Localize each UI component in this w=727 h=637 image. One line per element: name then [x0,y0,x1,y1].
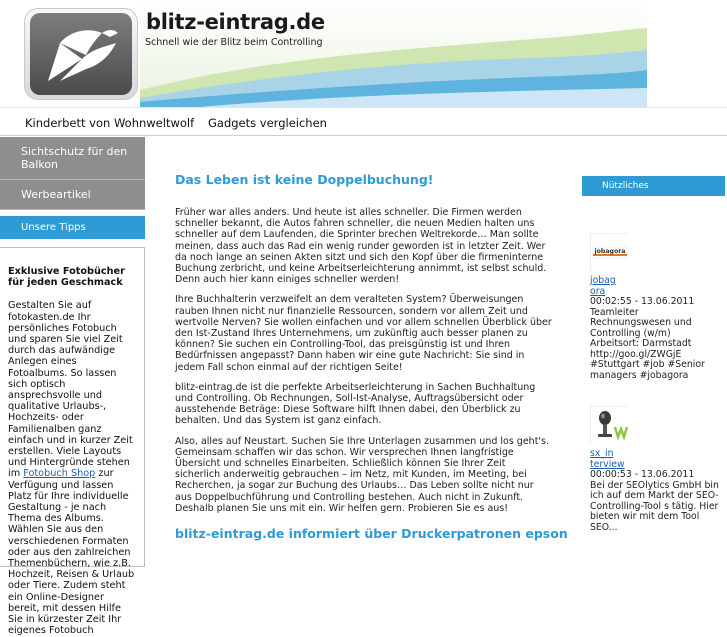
left-menu-item-sichtschutz[interactable]: Sichtschutz für den Balkon [0,137,145,180]
feed-user-link[interactable]: jobag [590,275,616,286]
feed-item [590,406,720,533]
feed-item [590,233,720,381]
site-header [0,0,727,107]
feed-user-link[interactable]: sx_in [590,448,614,459]
nuetzliches-header: Nützliches [582,176,725,196]
feed-text: Bei der SEOlytics GmbH bin ich auf dem Markt der SEO-Controlling-Tool s tätig. Hier bieten wir mit dem Tool SEO... [590,479,719,533]
article-paragraph: Früher war alles anders. Und heute ist alles schneller. Die Firmen werden schneller bekannt, die Autos fahren schneller, die neuen Medien halten uns schneller auf dem Laufenden, die Sprinter brechen Weltrekorde… Man sollte meinen, dass auch das Rad ein wenig runder geworden ist in letzter Zeit. Wer da noch lange an seinen Akten sitzt und sich den Kopf über die firmeninterne Buchung zerbricht, und keine Arbeitserleichterung annimmt, ist selbst schuld. Denn auch hier kann einiges schneller werden! [175,207,547,286]
article-paragraph: Ihre Buchhalterin verzweifelt an dem veralteten System? Überweisungen rauben Ihnen nicht nur finanzielle Ressourcen, sondern vor allem Zeit und wertvolle Nerven? Sie wollen einfachen und vor allem schnellen Überblick über den Ist-Zustand Ihres Unternehmens, um zukünftig auch besser planen zu können? Sie suchen ein Controlling-Tool, das preisgünstig ist und Ihren Bedürfnissen angepasst? Dann haben wir eine gute Nachricht: Sie sind in jedem Fall schon einmal auf der richtigen Seite! [175,294,552,373]
jobagora-avatar[interactable] [590,233,628,271]
dove-book-icon [30,13,132,95]
left-sidebar [0,137,145,637]
right-sidebar [582,176,727,545]
feed-text: Teamleiter Rechnungswesen und Controlling (w/m) Arbeitsort: Darmstadt http://goo.gl/ZWGjE #Stuttgart #job #Senior managers #jobagora [590,306,705,381]
microphone-icon [591,407,629,445]
topnav-link-kinderbett[interactable]: Kinderbett von Wohnweltwolf [25,116,195,130]
feed-timestamp: 00:02:55 - 13.06.2011 [590,296,695,307]
feed-user-link[interactable]: terview [590,458,625,470]
feed-user-link[interactable]: ora [590,285,606,297]
sx-interview-avatar[interactable] [590,406,628,444]
feed-timestamp: 00:00:53 - 13.06.2011 [590,469,695,480]
tips-title: Exklusive Fotobücher für jeden Geschmack [8,266,125,289]
tips-header: Unsere Tipps [0,216,145,239]
article-paragraph: Also, alles auf Neustart. Suchen Sie Ihre Unterlagen zusammen und los geht's. Gemeinsam schaffen wir das schon. Wir versprechen Ihnen langfristige Übersicht und schnelles Einarbeiten. Schließlich können Sie Ihrer Zeit sicherlich anderweitig gebrauchen – im Netz, mit Kunden, im Meeting, bei Recherchen, ja sogar zur Buchung des Urlaubs… Das Leben sollte nicht nur aus Doppelbuchführung und Controlling bestehen. Auch nicht in Zukunft. Deshalb planen Sie uns mit ein. Wir helfen gern. Probieren Sie es aus! [175,435,550,514]
top-navigation [0,107,727,136]
jobagora-logo-icon [591,234,629,272]
tips-box [0,247,145,637]
site-logo[interactable] [24,8,138,100]
tips-text-after: zur Verfügung und lassen Platz für Ihre individuelle Gestaltung - je nach Thema des Albums. Wählen Sie aus den verschiedenen Formaten oder aus den zahlreichen Themenbüchern, wie z.B. Hochzeit, Reisen & Urlaub oder Tiere. Zudem steht ein Online-Designer bereit, mit dessen Hilfe Sie in kürzester Zeit Ihr eigenes Fotobuch [8,468,135,637]
tips-text-before: Gestalten Sie auf fotokasten.de Ihr persönliches Fotobuch und sparen Sie viel Zeit durch das aufwändige Anlegen eines Fotoalbums. So lassen sich optisch ansprechsvolle und qualitative Urlaubs-, Hochzeits- oder Familienalben ganz einfach und in kurzer Zeit erstellen. Viele Layouts und Hintergründe stehen im [8,300,133,480]
article-paragraph: blitz-eintrag.de ist die perfekte Arbeitserleichterung in Sachen Buchhaltung und Controlling. Ob Rechnungen, Soll-Ist-Analyse, Auftragsübersicht oder ausstehende Beträge: Diese Software hilft Ihnen dabei, den Überblick zu behalten. Und das System ist ganz einfach. [175,381,536,427]
site-tagline: Schnell wie der Blitz beim Controlling [145,37,323,48]
jobagora-logo-text: jobagora [594,248,626,255]
article-title[interactable]: Das Leben ist keine Doppelbuchung! [175,172,434,187]
next-article-title[interactable]: blitz-eintrag.de informiert über Druckerpatronen epson [175,526,568,541]
site-title[interactable]: blitz-eintrag.de [146,10,325,34]
topnav-link-gadgets[interactable]: Gadgets vergleichen [208,116,327,130]
left-menu-item-werbeartikel[interactable]: Werbeartikel [0,180,145,210]
main-content [175,172,553,523]
fotobuch-shop-link[interactable]: Fotobuch Shop [23,468,96,480]
